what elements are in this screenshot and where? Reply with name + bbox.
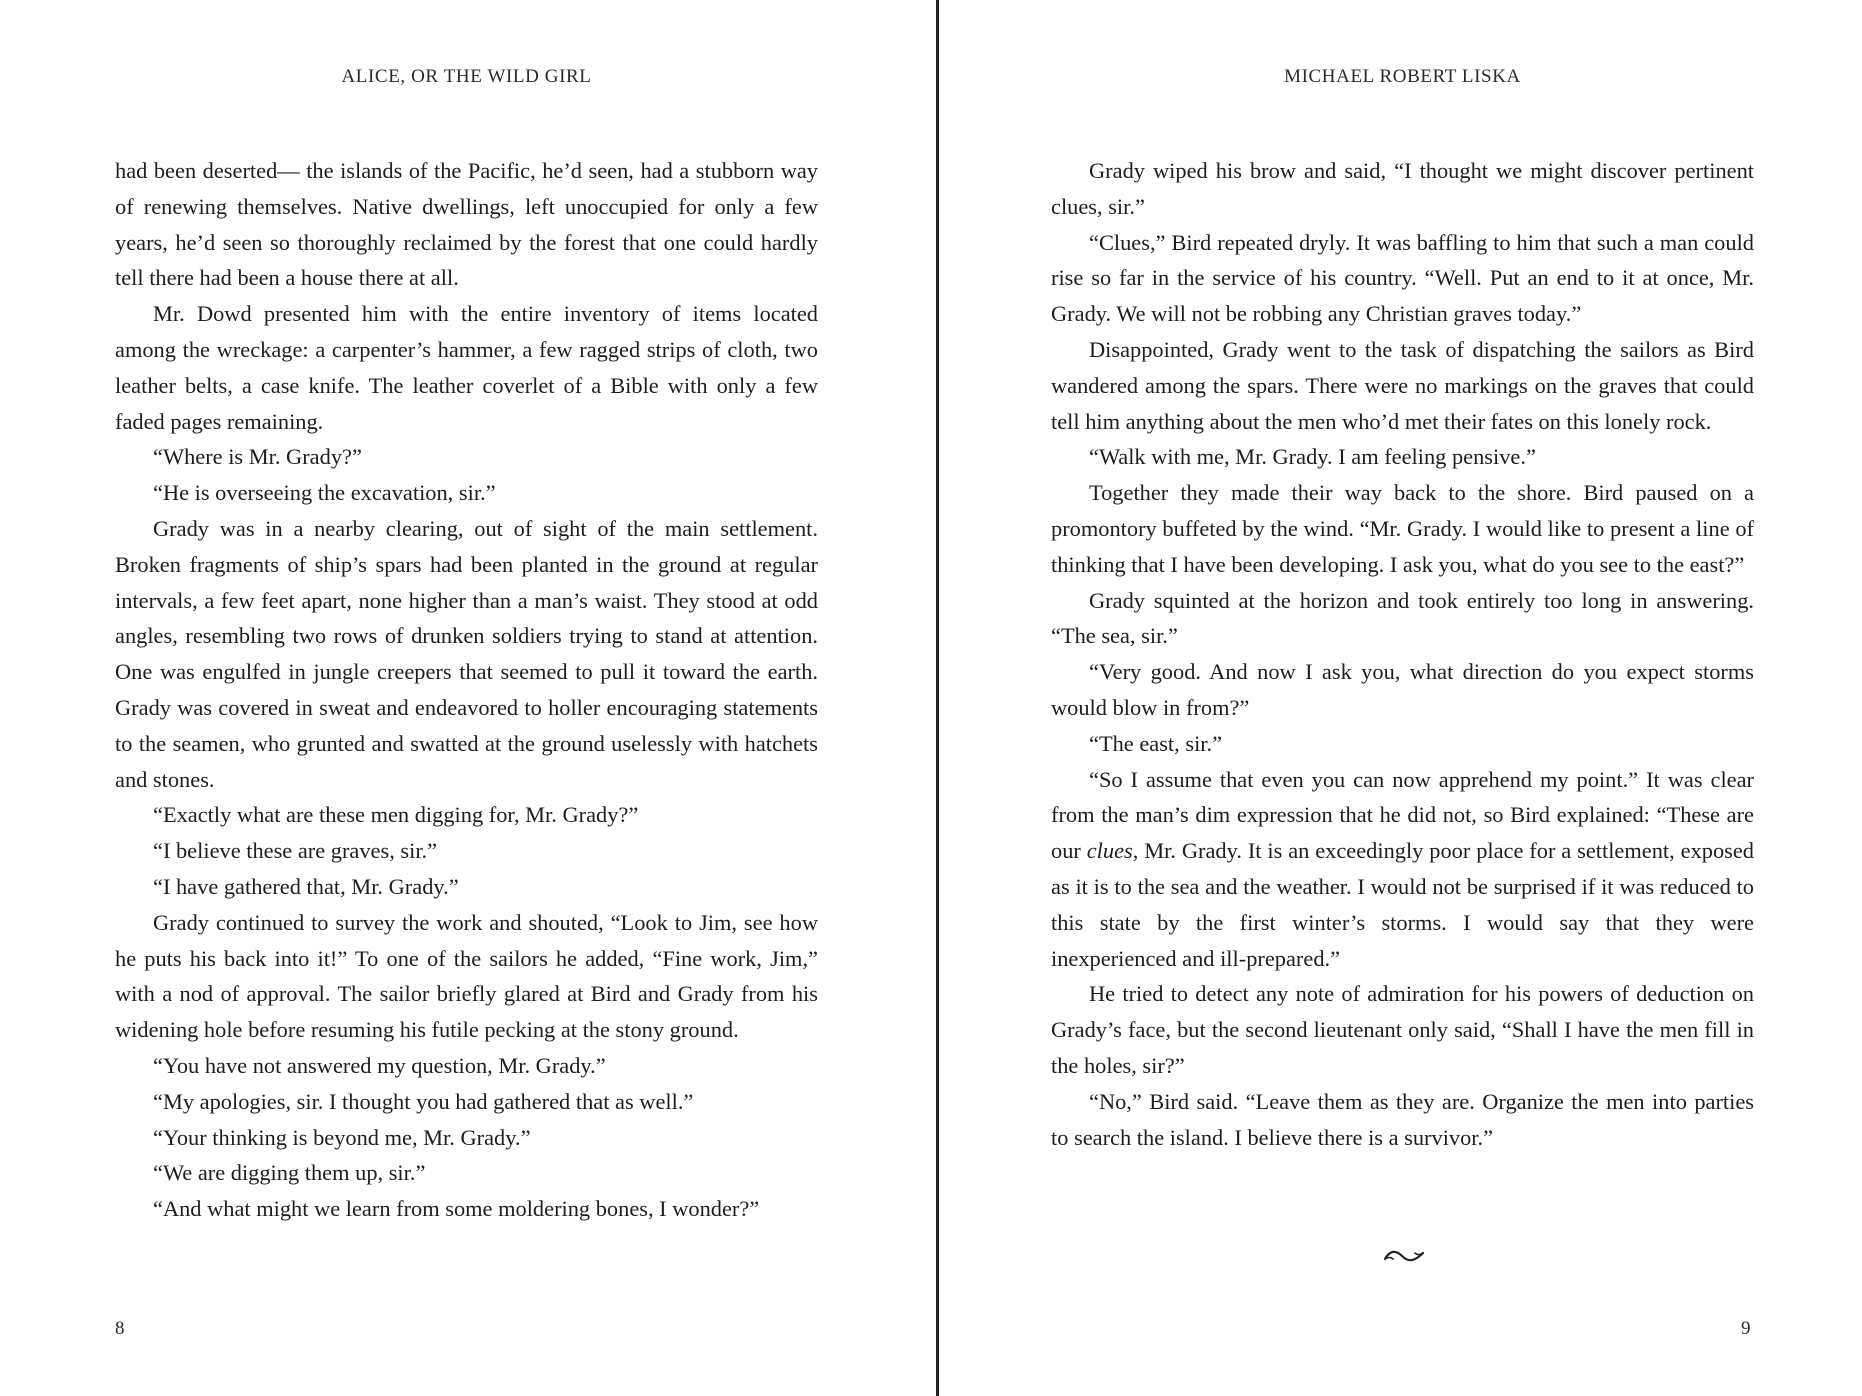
left-paragraph: “Exactly what are these men digging for, Mr. Grady?” <box>153 802 639 828</box>
section-break-swash-icon <box>1382 1244 1426 1268</box>
left-paragraph: “And what might we learn from some moldering bones, I wonder?” <box>153 1196 760 1222</box>
left-paragraph: “Where is Mr. Grady?” <box>153 444 362 470</box>
emphasized-word: clues <box>1086 838 1133 864</box>
left-paragraph: Grady was in a nearby clearing, out of sight of the main settlement. Broken fragments of ship’s spars had been planted in the ground at regular intervals, a few feet apart, none higher than a man’s waist. They stood at odd angles, resembling two rows of drunken soldiers trying to stand at attention. One was engulfed in jungle creepers that seemed to pull it toward the earth. Grady was covered in sweat and endeavored to holler encouraging statements to the seamen, who grunted and swatted at the ground uselessly with hatchets and stones. <box>115 515 818 792</box>
left-running-head: ALICE, OR THE WILD GIRL <box>341 66 592 87</box>
right-page <box>940 0 1862 1396</box>
left-paragraph: “You have not answered my question, Mr. Grady.” <box>153 1052 606 1078</box>
left-paragraph: “Your thinking is beyond me, Mr. Grady.” <box>153 1124 531 1150</box>
right-page-number: 9 <box>1741 1318 1751 1339</box>
left-paragraph: “I have gathered that, Mr. Grady.” <box>153 873 459 899</box>
right-paragraph: Disappointed, Grady went to the task of dispatching the sailors as Bird wandered among the spars. There were no markings on the graves that could tell him anything about the men who’d met their fates on this lonely rock. <box>1051 336 1754 434</box>
left-page-number: 8 <box>115 1318 125 1339</box>
right-body-text <box>1051 153 1754 1155</box>
left-paragraph: “I believe these are graves, sir.” <box>153 838 438 864</box>
right-paragraph: Grady squinted at the horizon and took entirely too long in answering. “The sea, sir.” <box>1051 587 1754 649</box>
right-paragraph: He tried to detect any note of admiration for his powers of deduction on Grady’s face, but the second lieutenant only said, “Shall I have the men fill in the holes, sir?” <box>1051 981 1754 1078</box>
right-paragraph: “The east, sir.” <box>1089 730 1223 756</box>
right-paragraph: “Clues,” Bird repeated dryly. It was baffling to him that such a man could rise so far in the service of his country. “Well. Put an end to it at once, Mr. Grady. We will not be robbing any Christian graves today.” <box>1051 229 1754 327</box>
left-body-text <box>115 153 818 1227</box>
left-paragraph: “He is overseeing the excavation, sir.” <box>153 480 496 506</box>
left-paragraph: “My apologies, sir. I thought you had gathered that as well.” <box>153 1088 694 1114</box>
right-paragraph: “Very good. And now I ask you, what direction do you expect storms would blow in from?” <box>1051 659 1754 720</box>
left-paragraph: Mr. Dowd presented him with the entire inventory of items located among the wreckage: a carpenter’s hammer, a few ragged strips of cloth, two leather belts, a case knife. The leather coverlet of a Bible with only a few faded pages remaining. <box>115 301 818 434</box>
right-paragraph: “No,” Bird said. “Leave them as they are. Organize the men into parties to search the island. I believe there is a survivor.” <box>1051 1088 1754 1150</box>
spine-divider <box>936 0 939 1396</box>
left-paragraph: “We are digging them up, sir.” <box>153 1160 426 1186</box>
right-paragraph: “Walk with me, Mr. Grady. I am feeling pensive.” <box>1089 444 1536 470</box>
right-running-head: MICHAEL ROBERT LISKA <box>1284 66 1521 87</box>
right-paragraph: Grady wiped his brow and said, “I thought we might discover pertinent clues, sir.” <box>1051 158 1754 219</box>
right-paragraph: Together they made their way back to the shore. Bird paused on a promontory buffeted by the wind. “Mr. Grady. I would like to present a line of thinking that I have been developing. I ask you, what do you see to the east?” <box>1051 480 1754 577</box>
left-paragraph: Grady continued to survey the work and shouted, “Look to Jim, see how he puts his back into it!” To one of the sailors he added, “Fine work, Jim,” with a nod of approval. The sailor briefly glared at Bird and Grady from his widening hole before resuming his futile pecking at the stony ground. <box>115 909 818 1043</box>
right-paragraph: “So I assume that even you can now apprehend my point.” It was clear from the man’s dim expression that he did not, so Bird explained: “These are our clues, Mr. Grady. It is an exceedingly poor place for a settlement, exposed as it is to the sea and the weather. I would not be surprised if it was reduced to this state by the first winter’s storms. I would say that they were inexperienced and ill-prepared.” <box>1051 766 1754 971</box>
left-paragraph: had been deserted— the islands of the Pacific, he’d seen, had a stubborn way of renewing themselves. Native dwellings, left unoccupied for only a few years, he’d seen so thoroughly reclaimed by the forest that one could hardly tell there had been a house there at all. <box>115 158 818 291</box>
